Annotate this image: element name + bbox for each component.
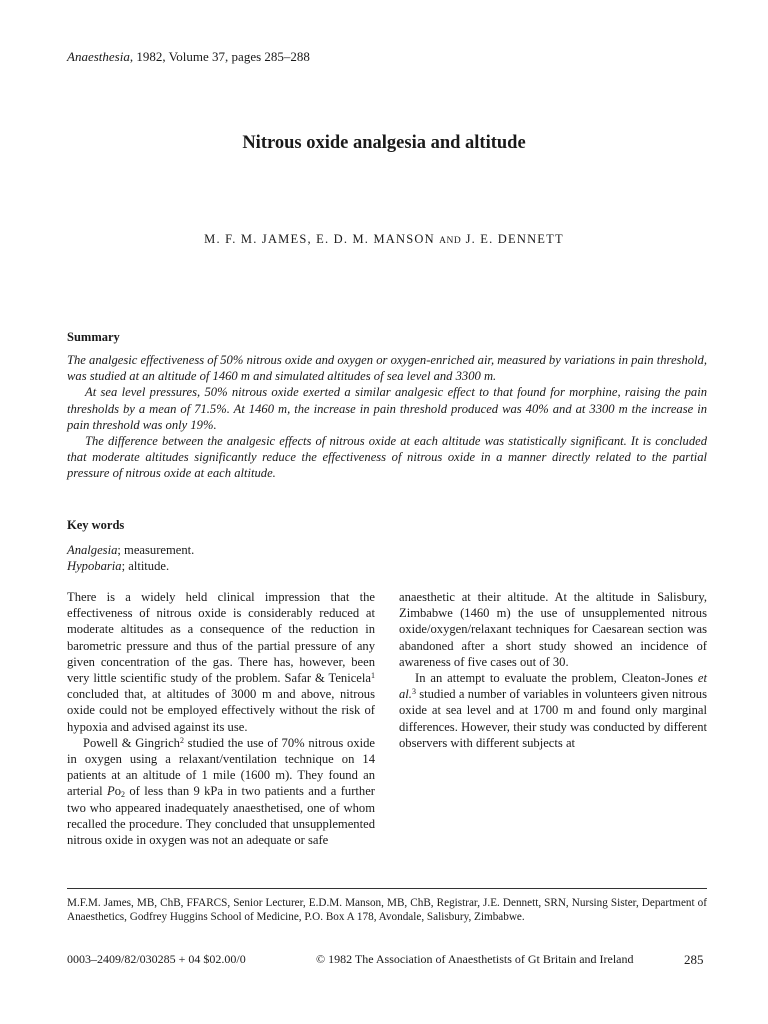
article-code: 0003–2409/82/030285 + 04 $02.00/0 [67, 952, 246, 966]
body-column-left [67, 589, 375, 848]
body-text: concluded that, at altitudes of 3000 m and above, nitrous oxide could not be employed effectively without the risk of hypoxia and advised against its use. [67, 687, 375, 734]
summary-heading: Summary [67, 330, 120, 344]
body-paragraph [399, 670, 707, 751]
body-column-right [399, 589, 707, 751]
journal-citation [67, 49, 310, 65]
author-line [0, 232, 768, 247]
journal-details: , 1982, Volume 37, pages 285–288 [129, 49, 310, 64]
reference-marker: 1 [371, 671, 375, 681]
keyword-qualifier: ; measurement. [117, 543, 195, 557]
body-text: studied a number of variables in volunteers given nitrous oxide at sea level and at 1700 m and found only marginal differences. However, their study was conducted by different observers with different subjects at [399, 687, 707, 750]
reference-marker: 3 [411, 687, 416, 697]
authors-last: J. E. DENNETT [465, 232, 564, 246]
reference-marker: 2 [179, 735, 184, 745]
summary-abstract [67, 352, 707, 482]
keyword-qualifier: ; altitude. [121, 559, 170, 574]
body-text: anaesthetic at their altitude. At the altitude in Salisbury, Zimbabwe (1460 m) the use of unsupplemented nitrous oxide/oxygen/relaxant techniques for Caesarean section was abandoned after a short study showed an incidence of awareness of five cases out of 30. [399, 590, 707, 669]
body-paragraph [67, 735, 375, 848]
partial-pressure-symbol: P [107, 784, 115, 799]
body-text: There is a widely held clinical impression that the effectiveness of nitrous oxide is considerably reduced at moderate altitudes as a consequence of the reduction in barometric pressure and thus of the partial pressure of any given concentration of the gas. There has, however, been very little scientific study of the problem. Safar & Tenicela [67, 590, 375, 686]
partial-pressure-subscript: 2 [121, 790, 126, 800]
body-text: of less than 9 kPa in two patients and a further two who appeared inadequately anaesthetised, one of whom recalled the procedure. They concluded that unsupplemented nitrous oxide in oxygen was not an adequate or safe [67, 784, 375, 848]
authors-first: M. F. M. JAMES, E. D. M. MANSON [204, 232, 435, 246]
journal-name: Anaesthesia [67, 49, 130, 64]
article-title: Nitrous oxide analgesia and altitude [242, 133, 526, 153]
keywords-list [67, 542, 194, 574]
keyword-term: Analgesia [67, 543, 118, 557]
authors-conjunction: AND [439, 236, 462, 246]
summary-paragraph: At sea level pressures, 50% nitrous oxide exerted a similar analgesic effect to that found for morphine, raising the pain thresholds by a mean of 71.5%. At 1460 m, the increase in pain threshold produced was 40% and at 3300 m the increase in pain threshold was only 19%. [67, 385, 707, 432]
keyword-item [67, 542, 194, 558]
body-text: In an attempt to evaluate the problem, Cleaton-Jones [415, 671, 698, 686]
footnote-rule [67, 888, 707, 889]
partial-pressure-letter: o [114, 784, 122, 799]
keywords-heading: Key words [67, 518, 125, 532]
summary-paragraph: The analgesic effectiveness of 50% nitrous oxide and oxygen or oxygen-enriched air, measured by variations in pain threshold, was studied at an altitude of 1460 m and simulated altitudes of sea level and 3300 m. [67, 353, 707, 384]
et-al: et al. [399, 671, 707, 702]
summary-paragraph: The difference between the analgesic effects of nitrous oxide at each altitude was statistically significant. It is concluded that moderate altitudes significantly reduce the effectiveness of nitrous oxide in a manner directly related to the partial pressure of nitrous oxide at each altitude. [67, 434, 707, 481]
body-text: studied the use of 70% nitrous oxide in oxygen using a relaxant/ventilation technique on 14 patients at an altitude of 1 mile (1600 m). They found an arterial [67, 735, 375, 799]
body-paragraph [67, 589, 375, 735]
body-text: Powell & Gingrich [83, 735, 180, 750]
body-paragraph-continued [399, 589, 707, 670]
keyword-item [67, 558, 194, 574]
page-number: 285 [684, 952, 704, 967]
copyright-notice: © 1982 The Association of Anaesthetists of Gt Britain and Ireland [316, 952, 634, 966]
author-affiliations: M.F.M. James, MB, ChB, FFARCS, Senior Lecturer, E.D.M. Manson, MB, ChB, Registrar, J.E. Dennett, SRN, Nursing Sister, Department of Anaesthetics, Godfrey Huggins School of Medicine, P.O. Box A 178, Avondale, Salisbury, Zimbabwe. [67, 897, 707, 924]
keyword-term: Hypobaria [67, 559, 122, 574]
